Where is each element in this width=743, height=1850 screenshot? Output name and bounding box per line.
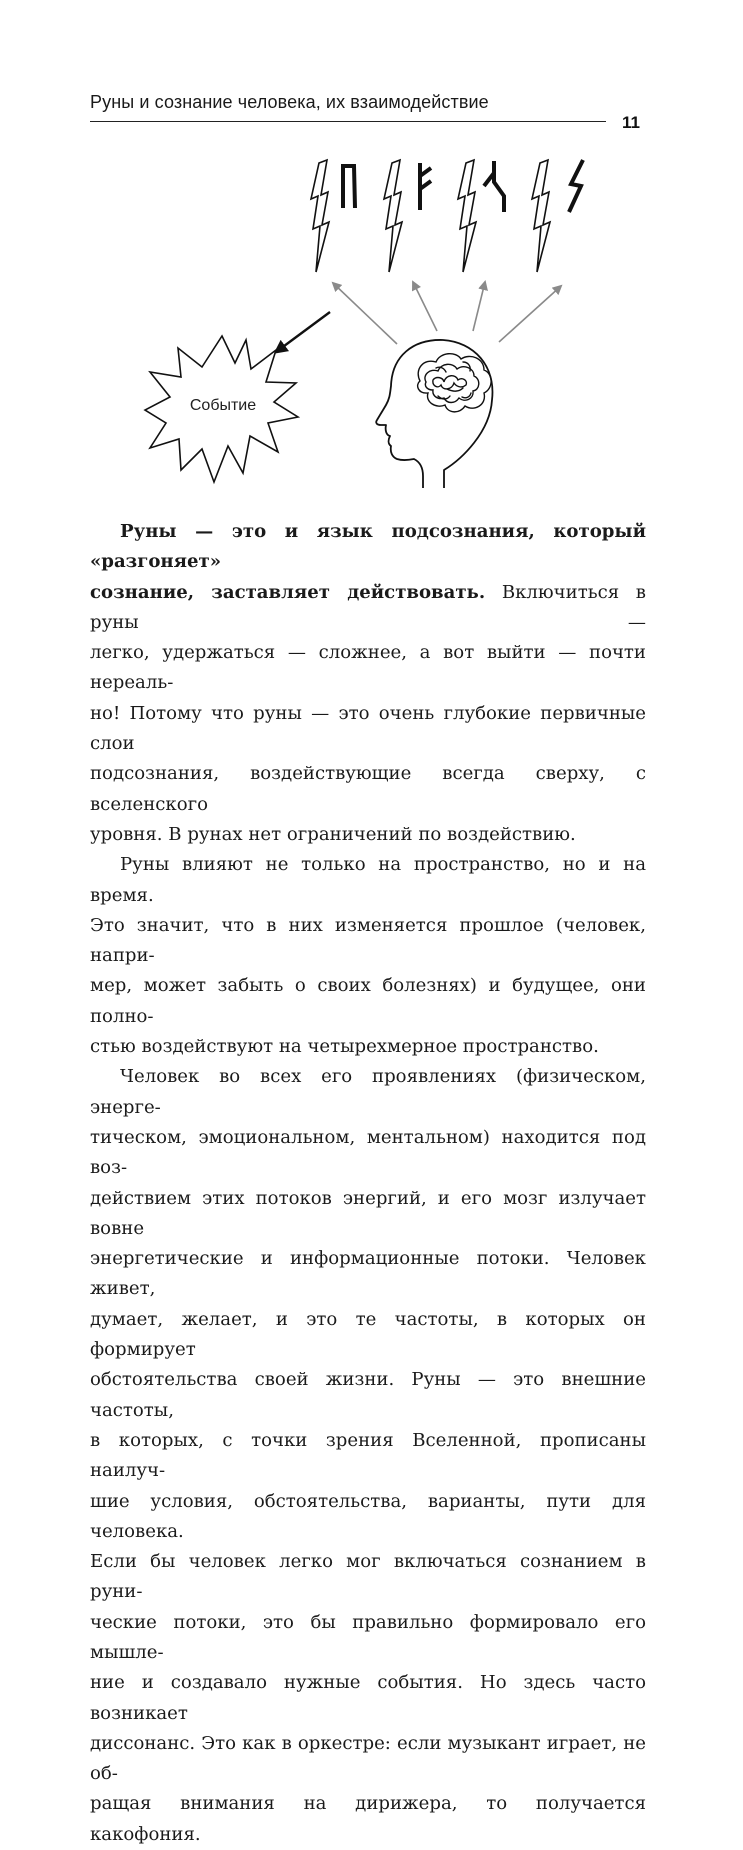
text-line: мер, может забыть о своих болезнях) и будущее, они полно- xyxy=(90,975,646,1027)
lightning-bolt-icon xyxy=(311,160,329,272)
rune-eiwaz-icon xyxy=(484,161,504,212)
rune-sowilo-icon xyxy=(569,160,583,212)
page-number: 11 xyxy=(622,113,640,132)
text-line: ние и создавало нужные события. Но здесь часто возникает xyxy=(90,1672,646,1724)
text-run: Включиться в руны — xyxy=(90,581,646,633)
arrow-icon xyxy=(473,282,485,331)
running-title: Руны и сознание человека, их взаимодействие xyxy=(90,92,489,112)
text-line: подсознания, воздействующие всегда сверху, с вселенского xyxy=(90,763,646,815)
paragraph xyxy=(90,1062,646,1850)
text-line: Руны влияют не только на пространство, но и на время. xyxy=(90,854,646,906)
text-line xyxy=(90,578,646,639)
arrow-icon xyxy=(499,286,561,342)
text-line: ческие потоки, это бы правильно формировало его мышле- xyxy=(90,1611,646,1663)
text-line: думает, желает, и это те частоты, в которых он формирует xyxy=(90,1308,646,1361)
paragraph xyxy=(90,850,646,1062)
event-label: Событие xyxy=(189,397,257,414)
text-line: энергетические и информационные потоки. Человек живет, xyxy=(90,1248,646,1300)
text-line: Это значит, что в них изменяется прошлое (человек, напри- xyxy=(90,914,646,967)
text-line: в которых, с точки зрения Вселенной, прописаны наилуч- xyxy=(90,1429,646,1482)
illustration-drawing xyxy=(0,140,743,510)
paragraph xyxy=(90,517,646,850)
text-line: но! Потому что руны — это очень глубокие первичные слои xyxy=(90,702,646,755)
text-line: легко, удержаться — сложнее, а вот выйти — почти нереаль- xyxy=(90,642,646,694)
lightning-bolt-icon xyxy=(458,160,476,272)
text-line: ращая внимания на дирижера, то получается какофония. xyxy=(90,1793,646,1845)
bold-text: сознание, заставляет действовать. xyxy=(90,581,486,603)
rune-ansuz-icon xyxy=(420,163,431,210)
event-arrow-icon xyxy=(276,312,330,352)
text-line: тическом, эмоциональном, ментальном) находится под воз- xyxy=(90,1126,646,1179)
text-line: диссонанс. Это как в оркестре: если музыкант играет, не об- xyxy=(90,1732,646,1785)
rune-uruz-icon xyxy=(343,166,355,208)
lightning-bolt-icon xyxy=(384,160,402,272)
body-text xyxy=(90,517,646,1850)
text-line: Если бы человек легко мог включаться сознанием в руни- xyxy=(90,1551,646,1603)
text-line: уровня. В рунах нет ограничений по воздействию. xyxy=(90,823,576,845)
lightning-bolts xyxy=(311,160,550,272)
text-line: Человек во всех его проявлениях (физическом, энерге- xyxy=(90,1066,646,1118)
energy-arrows xyxy=(333,282,561,344)
text-line xyxy=(90,517,646,578)
header-rule xyxy=(90,121,606,122)
text-line: шие условия, обстоятельства, варианты, пути для человека. xyxy=(90,1490,646,1542)
lightning-bolt-icon xyxy=(532,160,550,272)
text-line: стью воздействуют на четырехмерное пространство. xyxy=(90,1036,599,1058)
text-line: обстоятельства своей жизни. Руны — это внешние частоты, xyxy=(90,1369,646,1421)
arrow-icon xyxy=(413,282,437,331)
arrow-icon xyxy=(333,283,397,344)
text-line: действием этих потоков энергий, и его мозг излучает вовне xyxy=(90,1187,646,1239)
runes-illustration xyxy=(0,140,743,510)
bold-text: Руны — это и язык подсознания, который «разгоняет» xyxy=(90,521,646,573)
